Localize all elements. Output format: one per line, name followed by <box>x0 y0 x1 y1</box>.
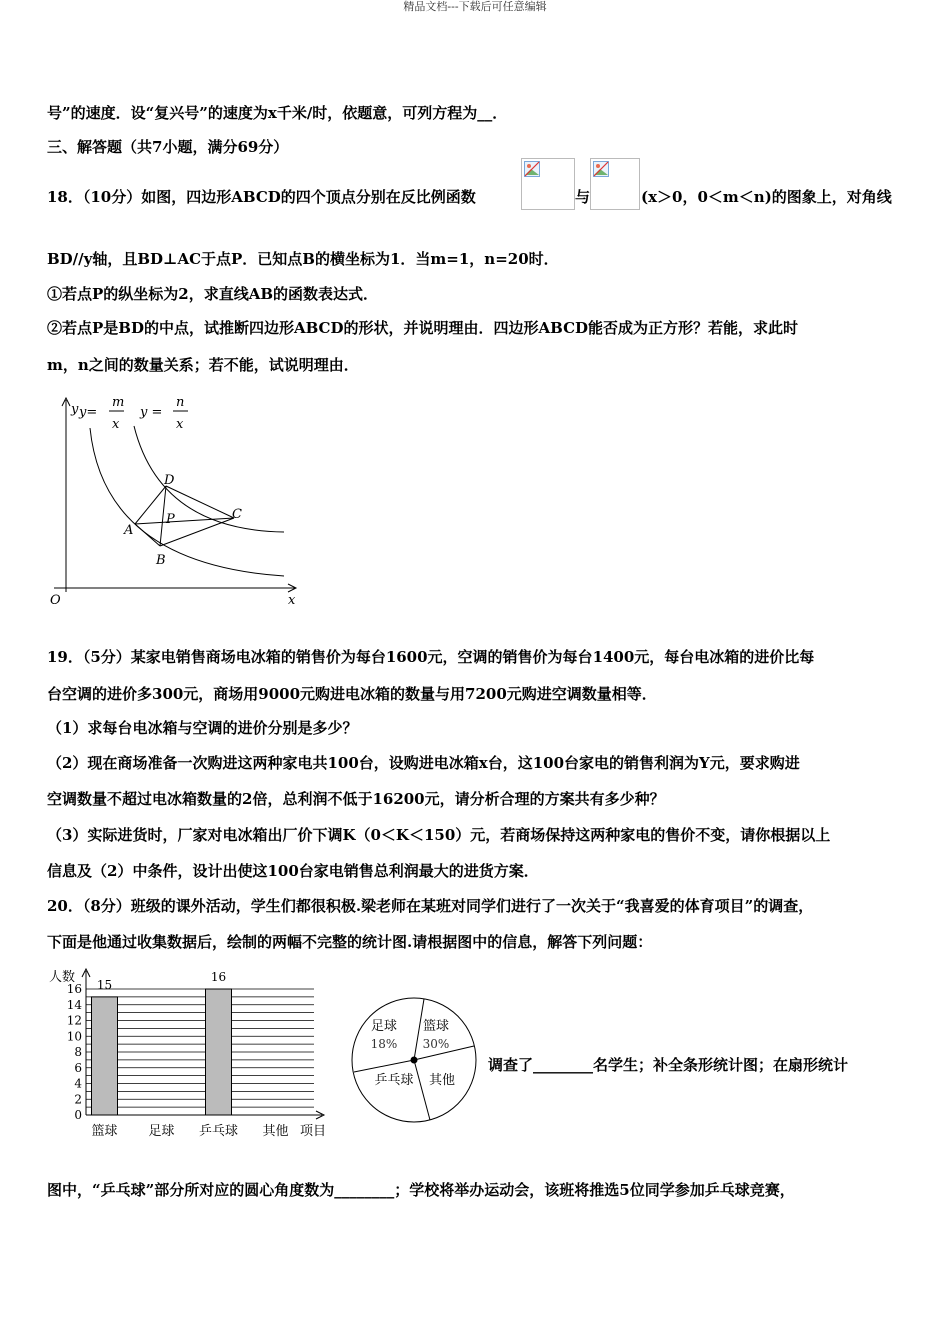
q18-text-b: 与 <box>575 188 591 206</box>
point-d-label: D <box>164 473 175 488</box>
text-line: 信息及（2）中条件，设计出使这100台家电销售总利润最大的进货方案． <box>47 862 539 880</box>
bar-chart-ylabel: 人数 <box>49 970 76 985</box>
pie-slice-percent: 30% <box>422 1037 450 1051</box>
x-axis-label: x <box>288 593 296 608</box>
segment-ad <box>135 486 166 524</box>
y-tick-label: 12 <box>66 1013 82 1028</box>
q18-graph <box>42 392 312 614</box>
pie-slice-label: 其他 <box>428 1073 456 1088</box>
pie-slice-percent: 18% <box>370 1037 398 1051</box>
page-header: 精品文档---下载后可任意编辑 <box>403 0 547 13</box>
point-a-label: A <box>124 523 134 538</box>
bar-value-label: 15 <box>96 977 113 992</box>
bar-chart-xlabel: 项目 <box>300 1124 327 1139</box>
q18-text-a: 18．（10分）如图，四边形ABCD的四个顶点分别在反比例函数 <box>47 188 476 206</box>
text-line: 调查了________名学生；补全条形统计图；在扇形统计 <box>488 1056 849 1074</box>
x-tick-label: 其他 <box>262 1124 289 1139</box>
text-line: 20．（8分）班级的课外活动，学生们都很积极.梁老师在某班对同学们进行了一次关于“我喜爱的体育项目”的调查， <box>47 897 814 915</box>
point-c-label: C <box>232 507 242 522</box>
formula-image-1 <box>521 158 575 210</box>
q18-text-c: (x＞0，0＜m＜n)的图象上，对角线 <box>641 188 892 206</box>
curve1-den: x <box>112 417 120 432</box>
y-tick-label: 14 <box>66 997 82 1012</box>
curve-m <box>90 428 284 576</box>
y-tick-label: 4 <box>74 1076 82 1091</box>
text-line: ①若点P的纵坐标为2，求直线AB的函数表达式． <box>47 285 379 303</box>
curve2-den: x <box>176 417 184 432</box>
text-line: （3）实际进货时，厂家对电冰箱出厂价下调K（0＜K＜150）元，若商场保持这两种家电的售价不变，请你根据以上 <box>47 826 831 844</box>
bar-value-label: 16 <box>210 970 227 984</box>
text-line: （1）求每台电冰箱与空调的进价分别是多少？ <box>47 719 358 737</box>
point-b-label: B <box>156 553 166 568</box>
bar <box>92 997 118 1115</box>
pie-center <box>411 1057 418 1064</box>
text-line: 19．（5分）某家电销售商场电冰箱的销售价为每台1600元，空调的销售价为每台1400元，每台电冰箱的进价比每 <box>47 648 815 666</box>
text-line: 号”的速度．设“复兴号”的速度为x千米/时，依题意，可列方程为__． <box>47 104 508 122</box>
text-line: 图中，“乒乓球”部分所对应的圆心角度数为________；学校将举办运动会，该班将推选5位同学参加乒乓球竞赛， <box>47 1181 795 1199</box>
origin-label: O <box>50 593 61 608</box>
broken-image-icon <box>593 161 609 177</box>
segment-ba <box>135 524 160 546</box>
y-tick-label: 8 <box>74 1045 82 1059</box>
curve2-num: n <box>176 395 185 410</box>
x-tick-label: 足球 <box>148 1124 175 1139</box>
y-tick-label: 16 <box>66 982 82 996</box>
text-line: m，n之间的数量关系；若不能，试说明理由． <box>47 356 359 374</box>
bar <box>206 989 232 1115</box>
text-line: 空调数量不超过电冰箱数量的2倍，总利润不低于16200元，请分析合理的方案共有多少种？ <box>47 790 665 808</box>
x-tick-label: 乒乓球 <box>198 1124 239 1139</box>
text-line: 台空调的进价多300元，商场用9000元购进电冰箱的数量与用7200元购进空调数量相等． <box>47 685 657 703</box>
pie-slice-label: 篮球 <box>422 1019 450 1034</box>
text-line: （2）现在商场准备一次购进这两种家电共100台，设购进电冰箱x台，这100台家电的销售利润为Y元，要求购进 <box>47 754 800 772</box>
y-axis-label: y <box>71 402 79 417</box>
curve1-num: m <box>112 395 125 410</box>
y-tick-label: 0 <box>74 1108 82 1122</box>
broken-image-icon <box>524 161 540 177</box>
y-tick-label: 2 <box>74 1092 82 1107</box>
point-p-label: P <box>166 512 175 527</box>
curve-n <box>134 426 284 532</box>
y-tick-label: 6 <box>74 1060 82 1075</box>
section-heading: 三、解答题（共7小题，满分69分） <box>47 138 289 156</box>
q18-line1 <box>47 187 476 207</box>
pie-slice-label: 足球 <box>370 1019 398 1034</box>
text-line: BD//y轴，且BD⊥AC于点P．已知点B的横坐标为1．当m=1，n=20时． <box>47 250 559 268</box>
bar-chart <box>44 965 344 1145</box>
text-line: 下面是他通过收集数据后，绘制的两幅不完整的统计图.请根据图中的信息，解答下列问题： <box>47 933 653 951</box>
formula-image-2 <box>590 158 640 210</box>
curve2-label: y = <box>140 405 163 420</box>
text-line: ②若点P是BD的中点，试推断四边形ABCD的形状，并说明理由．四边形ABCD能否成为正方形？若能，求此时 <box>47 319 799 337</box>
segment-dc <box>166 486 234 518</box>
y-tick-label: 10 <box>66 1029 82 1044</box>
x-tick-label: 篮球 <box>91 1124 118 1139</box>
pie-slice-label: 乒乓球 <box>374 1073 414 1088</box>
curve1-label: y= <box>79 405 98 420</box>
pie-chart <box>346 992 482 1128</box>
